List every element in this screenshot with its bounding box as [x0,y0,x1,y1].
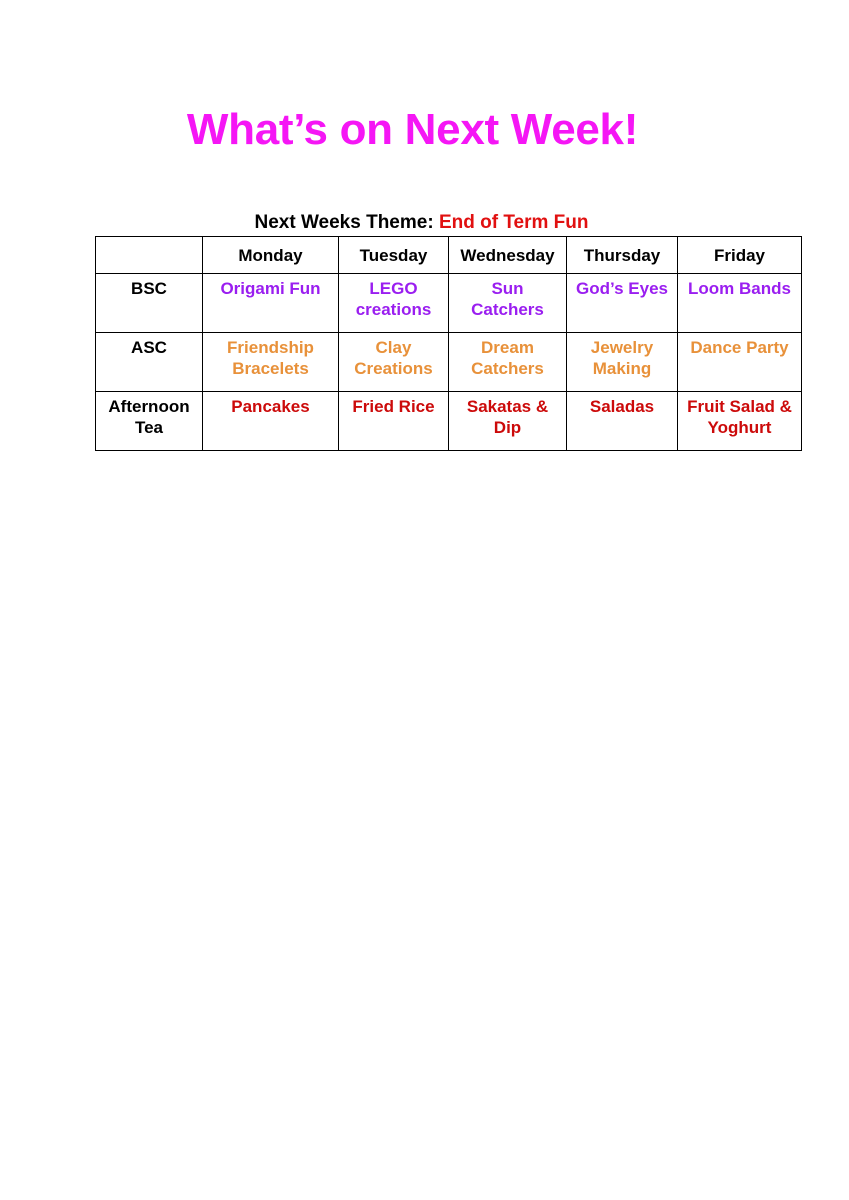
corner-cell [96,237,203,274]
theme-label: Next Weeks Theme: [254,212,434,233]
activity-cell: Sun Catchers [449,274,567,333]
day-header-tuesday: Tuesday [339,237,449,274]
food-cell: Sakatas & Dip [449,392,567,451]
activity-cell: Dream Catchers [449,333,567,392]
food-cell: Fried Rice [339,392,449,451]
table-row-bsc [96,274,802,333]
activity-cell: LEGO creations [339,274,449,333]
day-header-monday: Monday [203,237,339,274]
food-cell: Pancakes [203,392,339,451]
activity-cell: God’s Eyes [567,274,678,333]
food-cell: Saladas [567,392,678,451]
activity-cell: Origami Fun [203,274,339,333]
activity-cell: Friendship Bracelets [203,333,339,392]
activity-cell: Clay Creations [339,333,449,392]
day-header-friday: Friday [678,237,802,274]
row-label-asc: ASC [96,333,203,392]
activity-cell: Jewelry Making [567,333,678,392]
activity-cell: Dance Party [678,333,802,392]
table-row-asc [96,333,802,392]
row-label-bsc: BSC [96,274,203,333]
activity-cell: Loom Bands [678,274,802,333]
schedule-table [95,236,802,451]
header-row [96,237,802,274]
food-cell: Fruit Salad & Yoghurt [678,392,802,451]
day-header-thursday: Thursday [567,237,678,274]
page-title: What’s on Next Week! [186,105,639,154]
theme-line [0,210,849,236]
table-row-afternoon-tea [96,392,802,451]
row-label-afternoon-tea: Afternoon Tea [96,392,203,451]
theme-value: End of Term Fun [438,212,589,233]
day-header-wednesday: Wednesday [449,237,567,274]
